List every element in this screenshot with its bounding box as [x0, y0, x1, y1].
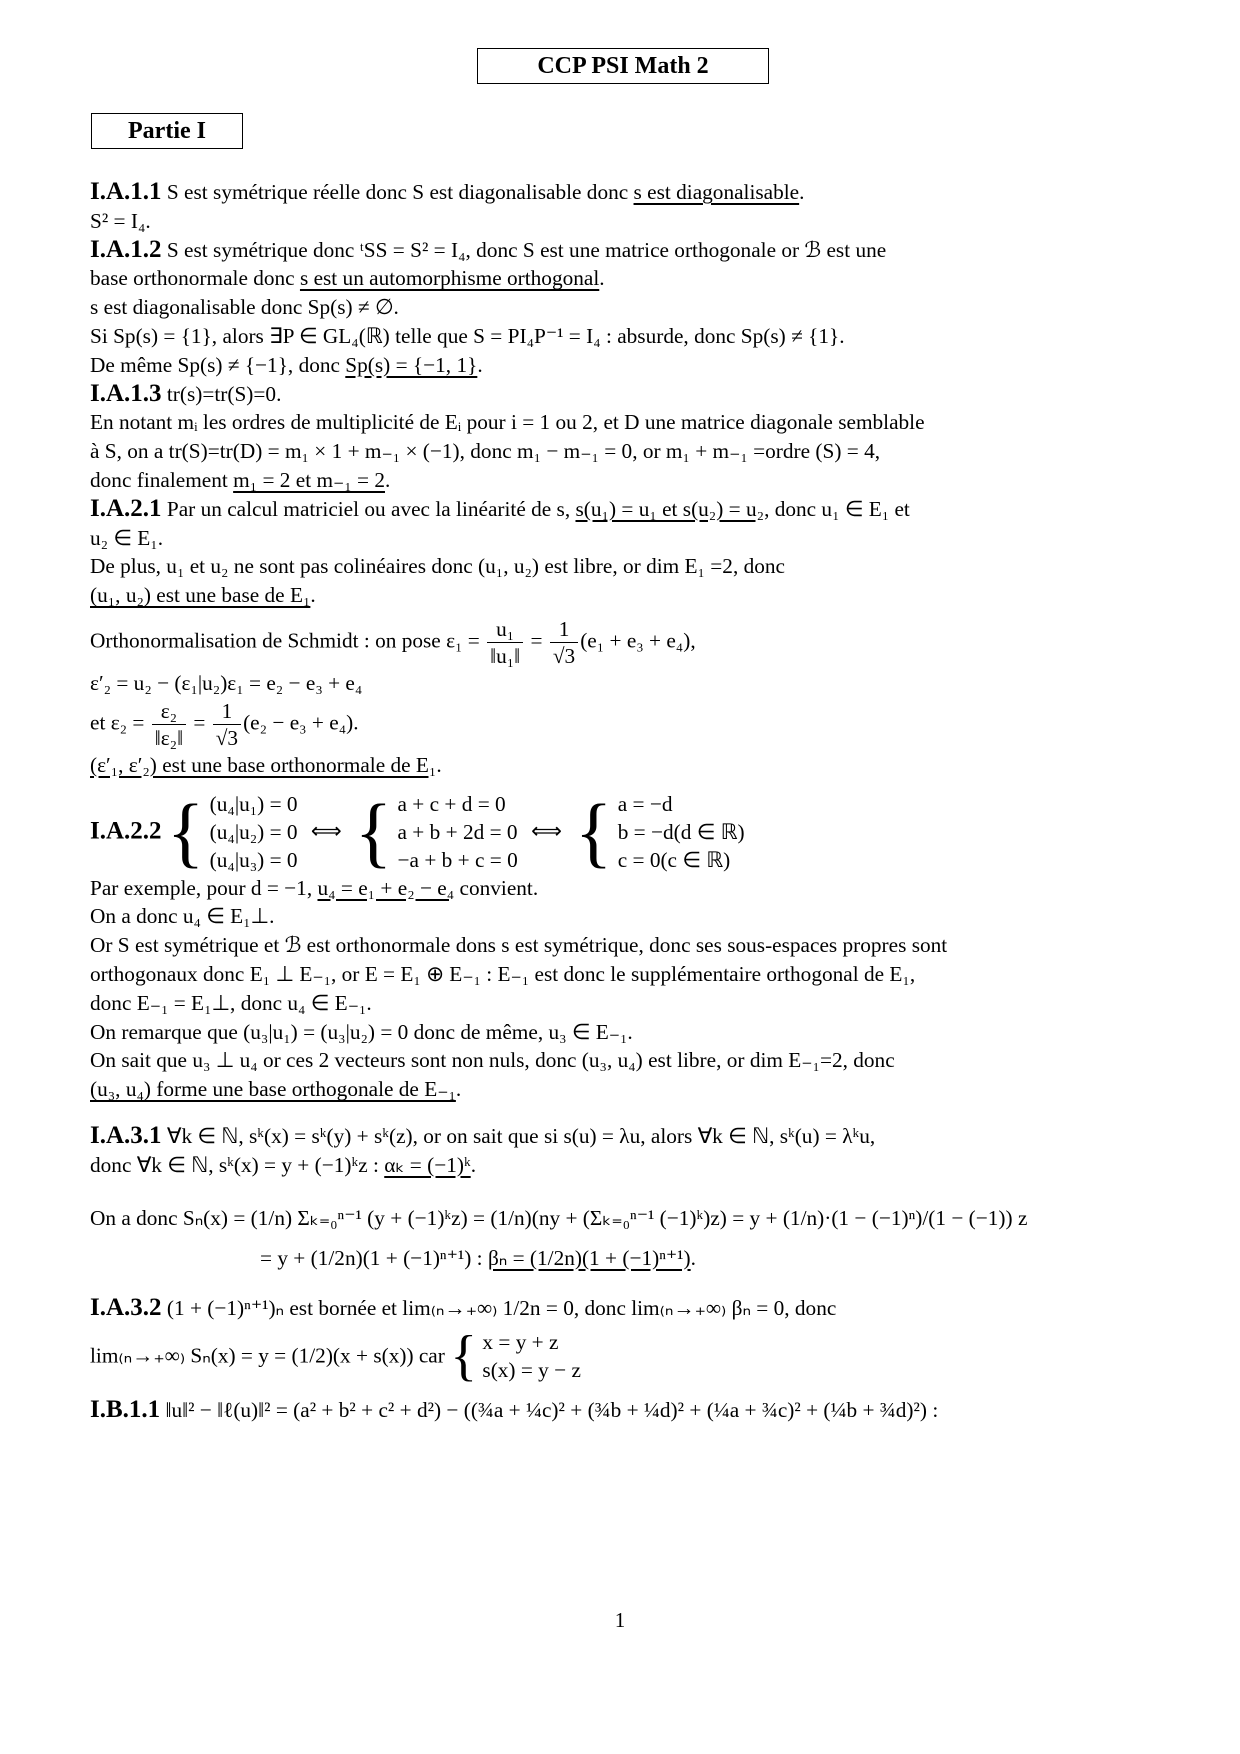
question-label: I.A.2.2	[90, 817, 162, 845]
document-body	[90, 178, 1150, 1432]
text-line: I.A.2.1 Par un calcul matriciel ou avec la linéarité de s, s(u₁) = u₁ et s(u₂) = u₂, donc u₁ ∈ E₁ et	[90, 494, 910, 522]
formula-line: lim₍ₙ→₊∞₎ Sₙ(x) = y = (1/2)(x + s(x)) car { x = y + z s(x) = y − z	[90, 1324, 581, 1387]
system-block: (u₄|u₁) = 0 (u₄|u₂) = 0 (u₄|u₃) = 0	[209, 791, 298, 872]
document-title: CCP PSI Math 2	[477, 48, 769, 84]
fraction: $\frac{1}{√3}$	[550, 616, 578, 669]
formula-line: et ε₂ = $\frac{\text{ε₂}}{\text{‖ε₂‖}}$ = $\frac{1}{√3}$ (e₂ − e₃ + e₄).	[90, 698, 359, 750]
text-line: orthogonaux donc E₁ ⊥ E₋₁, or E = E₁ ⊕ E₋₁ : E₋₁ est donc le supplémentaire orthogonal de E₁,	[90, 961, 916, 986]
question-label: I.A.1.3	[90, 379, 162, 407]
text-line: donc E₋₁ = E₁⊥, donc u₄ ∈ E₋₁.	[90, 990, 372, 1015]
text-line: à S, on a tr(S)=tr(D) = m₁ × 1 + m₋₁ × (−1), donc m₁ − m₋₁ = 0, or m₁ + m₋₁ =ordre (S) = 4,	[90, 439, 881, 464]
part-heading: Partie I	[91, 113, 243, 149]
fraction: $\frac{\text{u₁}}{\text{‖u₁‖}}$	[487, 616, 523, 669]
system-block: x = y + z s(x) = y − z	[482, 1329, 581, 1382]
text-line: On a donc u₄ ∈ E₁⊥.	[90, 904, 275, 929]
question-label: I.A.3.2	[90, 1293, 162, 1321]
question-label: I.A.2.1	[90, 494, 162, 522]
brace-symbol: {	[354, 787, 393, 875]
text-line: I.A.1.3 tr(s)=tr(S)=0.	[90, 379, 282, 407]
text-line: De plus, u₁ et u₂ ne sont pas colinéaires donc (u₁, u₂) est libre, or dim E₁ =2, donc	[90, 554, 785, 579]
text-line: De même Sp(s) ≠ {−1}, donc Sp(s) = {−1, 1}.	[90, 352, 483, 377]
fraction: $\frac{\text{ε₂}}{\text{‖ε₂‖}}$	[152, 698, 186, 751]
system-block: a = −d b = −d(d ∈ ℝ) c = 0(c ∈ ℝ)	[617, 791, 745, 872]
text-line: Si Sp(s) = {1}, alors ∃P ∈ GL₄(ℝ) telle que S = PI₄P⁻¹ = I₄ : absurde, donc Sp(s) ≠ {1}.	[90, 323, 845, 348]
fraction: $\frac{1}{√3}$	[213, 698, 241, 751]
question-label: I.B.1.1	[90, 1395, 161, 1423]
page-number: 1	[614, 1608, 626, 1632]
brace-symbol: {	[166, 787, 205, 875]
text-line: En notant mᵢ les ordres de multiplicité de Eᵢ pour i = 1 ou 2, et D une matrice diagonale semblable	[90, 410, 925, 435]
question-label: I.A.1.2	[90, 235, 162, 263]
text-line: (u₁, u₂) est une base de E₁.	[90, 583, 316, 608]
text-line: I.A.1.1 S est symétrique réelle donc S est diagonalisable donc s est diagonalisable.	[90, 178, 805, 205]
formula-line: Orthonormalisation de Schmidt : on pose ε₁ = $\frac{\text{u₁}}{\text{‖u₁‖}}$ = $\frac{1}{√3}$ (e₁ + e₃ + e₄),	[90, 616, 696, 668]
text-line: (u₃, u₄) forme une base orthogonale de E₋₁.	[90, 1077, 462, 1102]
system-block: a + c + d = 0 a + b + 2d = 0 −a + b + c = 0	[397, 791, 518, 872]
text-line: I.A.1.2 S est symétrique donc ᵗSS = S² = I₄, donc S est une matrice orthogonale or ℬ est une	[90, 235, 887, 263]
text-line: I.B.1.1 ‖u‖² − ‖ℓ(u)‖² = (a² + b² + c² + d²) − ((¾a + ¼c)² + (¾b + ¼d)² + (¼a + ¾c)² + (¼b + ¾d)²) :	[90, 1395, 939, 1423]
text-line: On sait que u₃ ⊥ u₄ or ces 2 vecteurs sont non nuls, donc (u₃, u₄) est libre, or dim E₋₁=2, donc	[90, 1048, 895, 1073]
text-line: I.A.3.1 ∀k ∈ ℕ, sᵏ(x) = sᵏ(y) + sᵏ(z), or on sait que si s(u) = λu, alors ∀k ∈ ℕ, sᵏ(u) = λᵏu,	[90, 1121, 876, 1149]
text-line: donc ∀k ∈ ℕ, sᵏ(x) = y + (−1)ᵏz : αₖ = (−1)ᵏ.	[90, 1152, 477, 1177]
question-label: I.A.3.1	[90, 1121, 162, 1149]
text-line: ε′₂ = u₂ − (ε₁|u₂)ε₁ = e₂ − e₃ + e₄	[90, 670, 363, 695]
text-line: (ε′₁, ε′₂) est une base orthonormale de E₁.	[90, 752, 442, 777]
text-line: s est diagonalisable donc Sp(s) ≠ ∅.	[90, 295, 399, 320]
text-line: I.A.3.2 (1 + (−1)ⁿ⁺¹)ₙ est bornée et lim₍ₙ→₊∞₎ 1/2n = 0, donc lim₍ₙ→₊∞₎ βₙ = 0, donc	[90, 1293, 837, 1321]
text-line: donc finalement m₁ = 2 et m₋₁ = 2.	[90, 467, 391, 492]
text-line: u₂ ∈ E₁.	[90, 525, 164, 550]
formula-line: On a donc Sₙ(x) = (1/n) Σₖ₌₀ⁿ⁻¹ (y + (−1)ᵏz) = (1/n)(ny + (Σₖ₌₀ⁿ⁻¹ (−1)ᵏ)z) = y + (1/n)·(1 − (−1)ⁿ)/(1 − (−1)) z	[90, 1205, 1028, 1230]
brace-symbol: {	[574, 787, 613, 875]
brace-symbol: {	[450, 1324, 478, 1387]
formula-line: = y + (1/2n)(1 + (−1)ⁿ⁺¹) : βₙ = (1/2n)(1 + (−1)ⁿ⁺¹).	[260, 1245, 696, 1270]
question-label: I.A.1.1	[90, 178, 162, 205]
equation-system: I.A.2.2 { (u₄|u₁) = 0 (u₄|u₂) = 0 (u₄|u₃) = 0 ⟺ { a + c + d = 0 a + b + 2d = 0 −a + b + c = 0 ⟺ { a = −d b = −d(d ∈ ℝ) c = 0(c ∈ ℝ)	[90, 787, 745, 875]
text-line: Par exemple, pour d = −1, u₄ = e₁ + e₂ − e₄ convient.	[90, 875, 539, 900]
text-line: On remarque que (u₃|u₁) = (u₃|u₂) = 0 donc de même, u₃ ∈ E₋₁.	[90, 1019, 633, 1044]
text-line: S² = I₄.	[90, 208, 151, 233]
text-line: Or S est symétrique et ℬ est orthonormale dons s est symétrique, donc ses sous-espaces propres sont	[90, 933, 948, 958]
text-line: base orthonormale donc s est un automorphisme orthogonal.	[90, 266, 605, 291]
